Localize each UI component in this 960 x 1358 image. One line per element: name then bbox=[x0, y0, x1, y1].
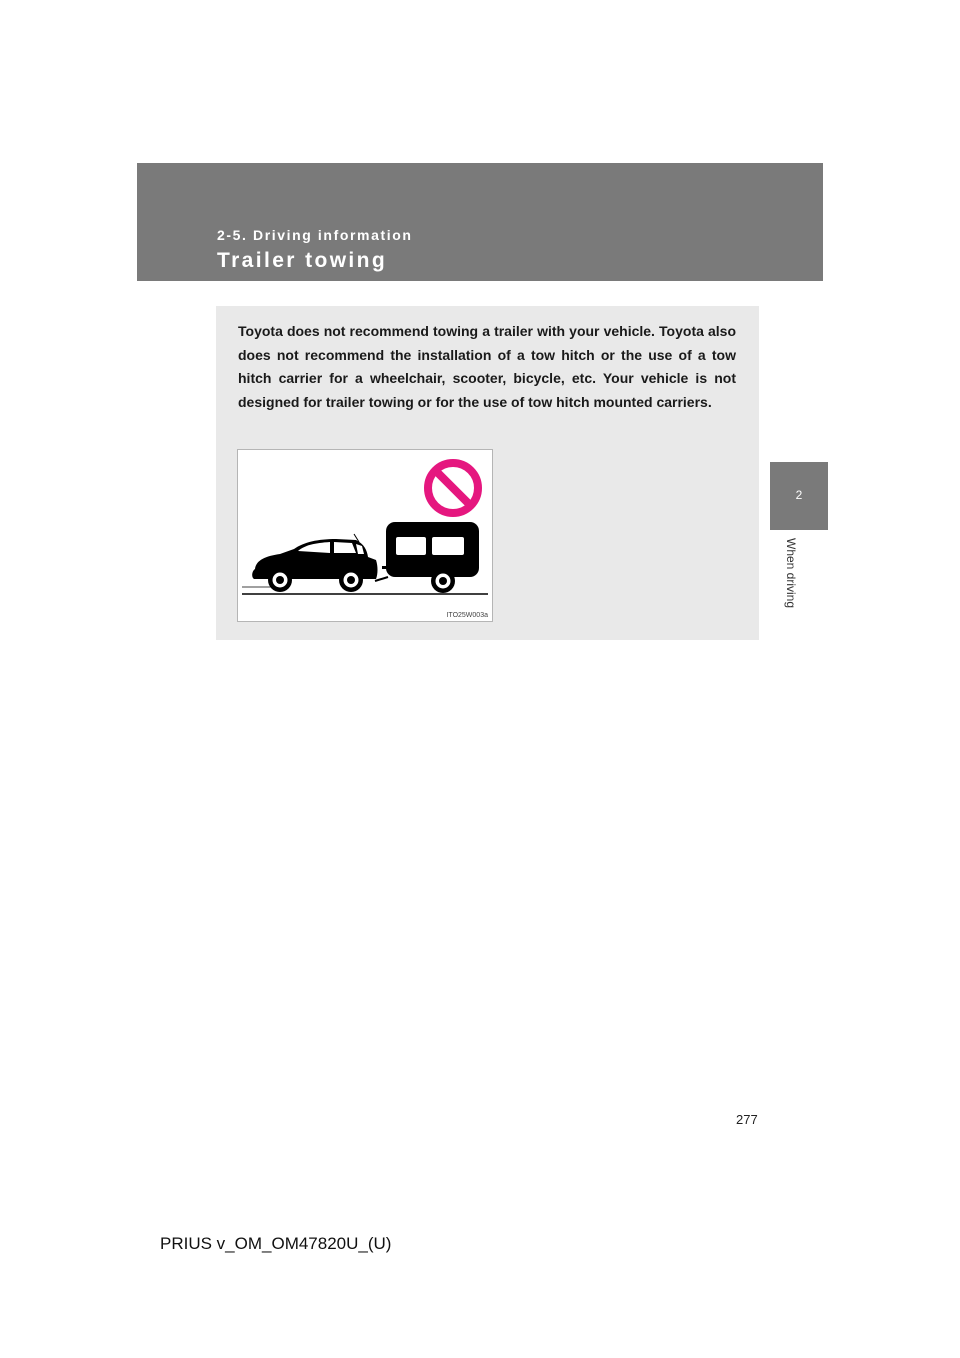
notice-box bbox=[216, 306, 759, 640]
page-number: 277 bbox=[736, 1112, 758, 1127]
chapter-number: 2 bbox=[795, 488, 803, 502]
section-label: 2-5. Driving information bbox=[217, 227, 413, 243]
towing-illustration bbox=[237, 449, 493, 622]
chapter-tab[interactable] bbox=[770, 462, 828, 530]
car-towing-trailer-image bbox=[238, 450, 494, 623]
notice-text: Toyota does not recommend towing a trailer with your vehicle. Toyota also does not recommend the installation of a tow hitch or the use of a tow hitch carrier for a wheelchair, scooter, bicycle, etc. Your vehicle is not designed for trailer towing or for the use of tow hitch mounted carriers. bbox=[238, 323, 736, 410]
page-title: Trailer towing bbox=[217, 249, 388, 272]
illustration-code: ITO25W003a bbox=[446, 612, 488, 619]
manual-id: PRIUS v_OM_OM47820U_(U) bbox=[160, 1234, 392, 1253]
header-band bbox=[137, 163, 823, 281]
chapter-label: When driving bbox=[784, 538, 798, 609]
